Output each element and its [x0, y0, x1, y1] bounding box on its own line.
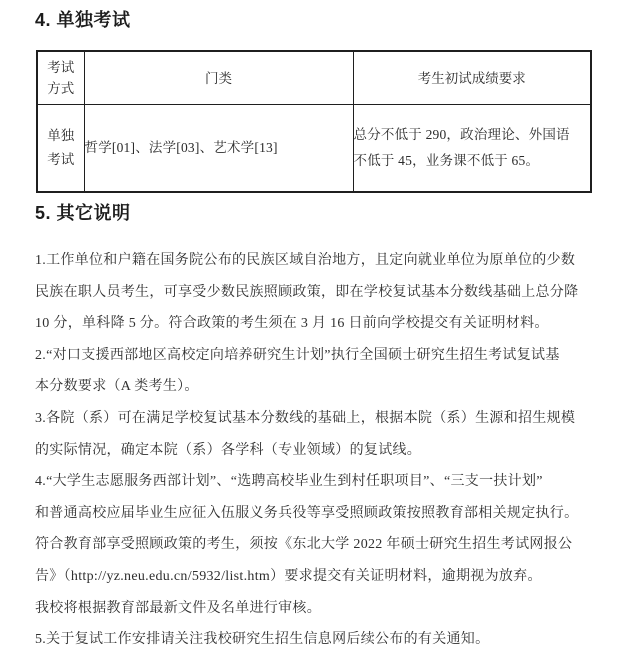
- cell-score-requirement-line1: 总分不低于 290，政治理论、外国语: [353, 127, 570, 142]
- cell-categories: 哲学[01]、法学[03]、艺术学[13]: [84, 105, 353, 193]
- note-paragraph-2-line-1: 2.“对口支援西部地区高校定向培养研究生计划”执行全国硕士研究生招生考试复试基: [35, 347, 560, 363]
- table-header-row: [37, 51, 591, 105]
- note-paragraph-2-line-2: 本分数要求（A 类考生）。: [35, 379, 199, 395]
- separate-exam-table: [36, 50, 592, 193]
- cell-score-requirement-line2: 不低于 45，业务课不低于 65。: [353, 153, 540, 168]
- note-paragraph-1-line-2: 民族在职人员考生，可享受少数民族照顾政策，即在学校复试基本分数线基础上总分降: [35, 284, 579, 300]
- note-paragraph-4-line-5: 我校将根据教育部最新文件及名单进行审核。: [35, 600, 321, 616]
- note-paragraph-1-line-1: 1.工作单位和户籍在国务院公布的民族区域自治地方，且定向就业单位为原单位的少数: [35, 253, 576, 268]
- note-paragraph-4-line-4: 告》（http://yz.neu.edu.cn/5932/list.htm）要求提交有关证明材料，逾期视为放弃。: [35, 568, 542, 584]
- note-paragraph-4-line-3: 符合教育部享受照顾政策的考生，须按《东北大学 2022 年硕士研究生招生考试网报公: [35, 537, 573, 553]
- col-header-score-requirement: 考生初试成绩要求: [353, 51, 591, 105]
- col-header-exam-method-line1: 考试: [47, 60, 75, 75]
- note-paragraph-3-line-1: 3.各院（系）可在满足学校复试基本分数线的基础上，根据本院（系）生源和招生规模: [35, 410, 576, 426]
- cell-exam-method-line1: 单独: [47, 128, 75, 143]
- cell-exam-method: [37, 105, 84, 193]
- cell-exam-method-line2: 考试: [47, 152, 75, 167]
- note-paragraph-4-line-2: 和普通高校应届毕业生应征入伍服义务兵役等享受照顾政策按照教育部相关规定执行。: [35, 505, 579, 521]
- note-paragraph-1-line-3: 10 分，单科降 5 分。符合政策的考生须在 3 月 16 日前向学校提交有关证明材料。: [35, 316, 549, 332]
- col-header-exam-method: [37, 51, 84, 105]
- note-paragraph-4-line-1: 4.“大学生志愿服务西部计划”、“选聘高校毕业生到村任职项目”、“三支一扶计划”: [35, 474, 543, 490]
- note-paragraph-3-line-2: 的实际情况，确定本院（系）各学科（专业领域）的复试线。: [35, 442, 422, 458]
- col-header-category: 门类: [84, 51, 353, 105]
- table-row: [37, 105, 591, 193]
- section-5-heading: 5. 其它说明: [35, 203, 131, 223]
- cell-score-requirement: [353, 105, 591, 193]
- section-4-heading: 4. 单独考试: [35, 10, 131, 30]
- col-header-exam-method-line2: 方式: [47, 81, 75, 96]
- other-notes: [35, 245, 595, 656]
- note-paragraph-5-line-1: 5.关于复试工作安排请关注我校研究生招生信息网后续公布的有关通知。: [35, 632, 490, 648]
